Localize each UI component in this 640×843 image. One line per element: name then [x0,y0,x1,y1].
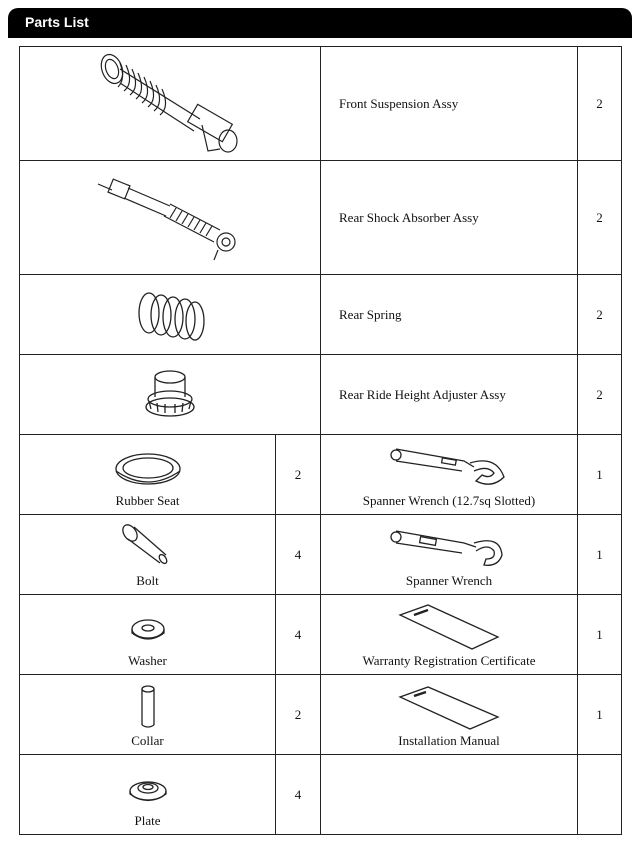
collar-cell [20,675,276,755]
rear-shock-absorber-icon [90,168,250,268]
part-name: Washer [128,653,167,668]
table-row [20,275,622,355]
certificate-icon [394,601,504,653]
bolt-icon [118,521,178,573]
part-name: Plate [134,813,161,828]
part-quantity: 1 [578,595,622,675]
part-quantity: 2 [276,675,321,755]
slotted-spanner-wrench-cell [321,435,578,515]
rubber-seat-cell [20,435,276,515]
ride-height-adjuster-icon [135,365,205,425]
washer-icon [123,601,173,653]
part-quantity: 4 [276,755,321,835]
parts-table [19,46,622,835]
part-quantity: 1 [578,515,622,595]
rubber-seat-icon [108,441,188,493]
parts-list-header [8,8,632,38]
certificate-cell [321,595,578,675]
part-quantity: 4 [276,595,321,675]
part-quantity: 4 [276,515,321,595]
front-suspension-icon [90,49,250,159]
part-name: Rubber Seat [115,493,180,508]
table-row [20,435,622,515]
manual-cell [321,675,578,755]
table-row [20,595,622,675]
bolt-cell [20,515,276,595]
rear-shock-image-cell [20,161,321,275]
spanner-wrench-icon [384,521,514,573]
part-name: Collar [131,733,164,748]
collar-icon [128,681,168,733]
plate-cell [20,755,276,835]
part-quantity: 2 [578,275,622,355]
empty-cell [578,755,622,835]
slotted-spanner-wrench-icon [384,441,514,493]
part-name: Installation Manual [398,733,500,748]
rear-spring-icon [125,283,215,347]
part-quantity: 2 [578,355,622,435]
part-name: Spanner Wrench (12.7sq Slotted) [362,493,536,508]
table-row [20,755,622,835]
table-row [20,161,622,275]
part-name: Spanner Wrench [405,573,493,588]
table-row [20,355,622,435]
ride-height-adjuster-image-cell [20,355,321,435]
part-name: Front Suspension Assy [321,47,578,161]
spanner-wrench-cell [321,515,578,595]
page-title: Parts List [25,14,89,30]
front-suspension-image-cell [20,47,321,161]
part-name: Bolt [136,573,159,588]
washer-cell [20,595,276,675]
plate-icon [123,761,173,813]
part-quantity: 2 [578,47,622,161]
empty-cell [321,755,578,835]
rear-spring-image-cell [20,275,321,355]
part-name: Rear Ride Height Adjuster Assy [321,355,578,435]
part-quantity: 2 [578,161,622,275]
part-quantity: 2 [276,435,321,515]
table-row [20,675,622,755]
table-row [20,47,622,161]
table-row [20,515,622,595]
part-name: Rear Shock Absorber Assy [321,161,578,275]
manual-icon [394,681,504,733]
part-name: Warranty Registration Certificate [362,653,536,668]
part-name: Rear Spring [321,275,578,355]
part-quantity: 1 [578,435,622,515]
part-quantity: 1 [578,675,622,755]
